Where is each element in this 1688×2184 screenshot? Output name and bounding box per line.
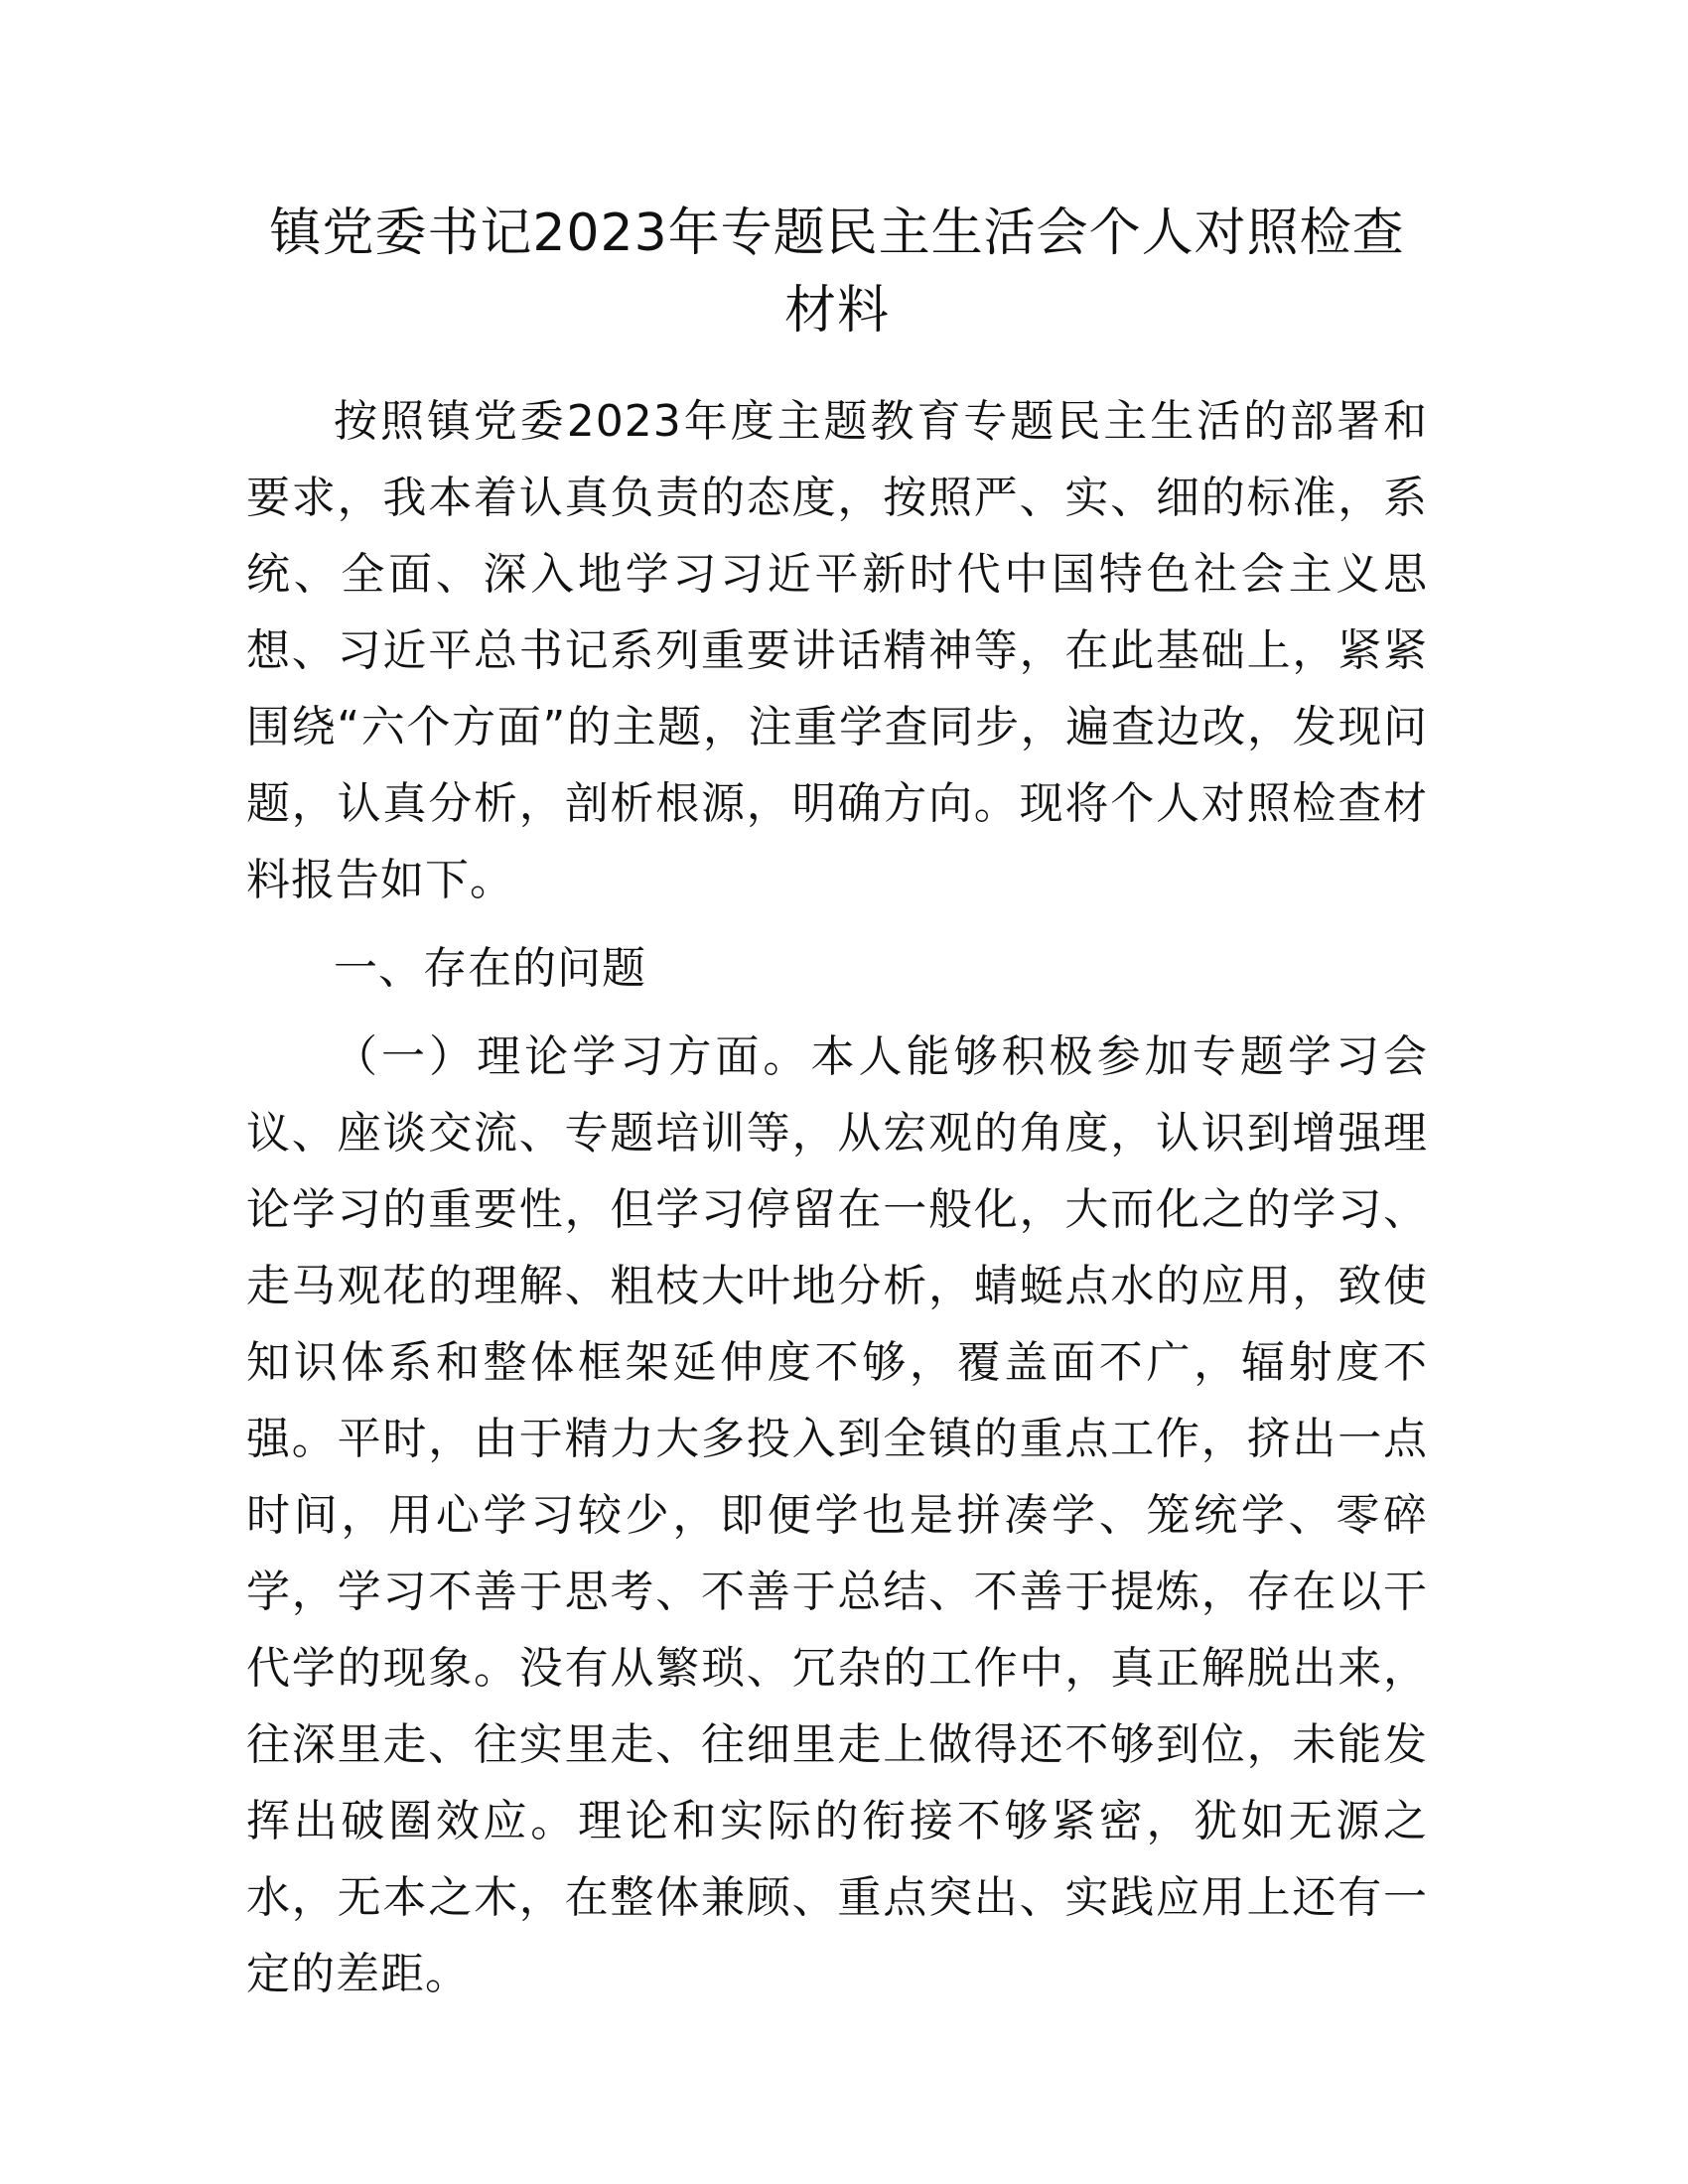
document-body: [246, 195, 1428, 2012]
section-paragraph: （一）理论学习方面。本人能够积极参加专题学习会议、座谈交流、专题培训等，从宏观的角度，认识到增强理论学习的重要性，但学习停留在一般化，大而化之的学习、走马观花的理解、粗枝大叶地分析，蜻蜓点水的应用，致使知识体系和整体框架延伸度不够，覆盖面不广，辐射度不强。平时，由于精力大多投入到全镇的重点工作，挤出一点时间，用心学习较少，即便学也是拼凑学、笼统学、零碎学，学习不善于思考、不善于总结、不善于提炼，存在以干代学的现象。没有从繁琐、冗杂的工作中，真正解脱出来，往深里走、往实里走、往细里走上做得还不够到位，未能发挥出破圈效应。理论和实际的衔接不够紧密，犹如无源之水，无本之木，在整体兼顾、重点突出、实践应用上还有一定的差距。: [246, 1031, 1428, 1999]
document-title: 镇党委书记2023年专题民主生活会个人对照检查材料: [269, 204, 1405, 341]
section-heading: 一、存在的问题: [334, 943, 646, 994]
intro-paragraph: 按照镇党委2023年度主题教育专题民主生活的部署和要求，我本着认真负责的态度，按照严、实、细的标准，系统、全面、深入地学习习近平新时代中国特色社会主义思想、习近平总书记系列重要讲话精神等，在此基础上，紧紧围绕“六个方面”的主题，注重学查同步，遍查边改，发现问题，认真分析，剖析根源，明确方向。现将个人对照检查材料报告如下。: [246, 396, 1428, 905]
